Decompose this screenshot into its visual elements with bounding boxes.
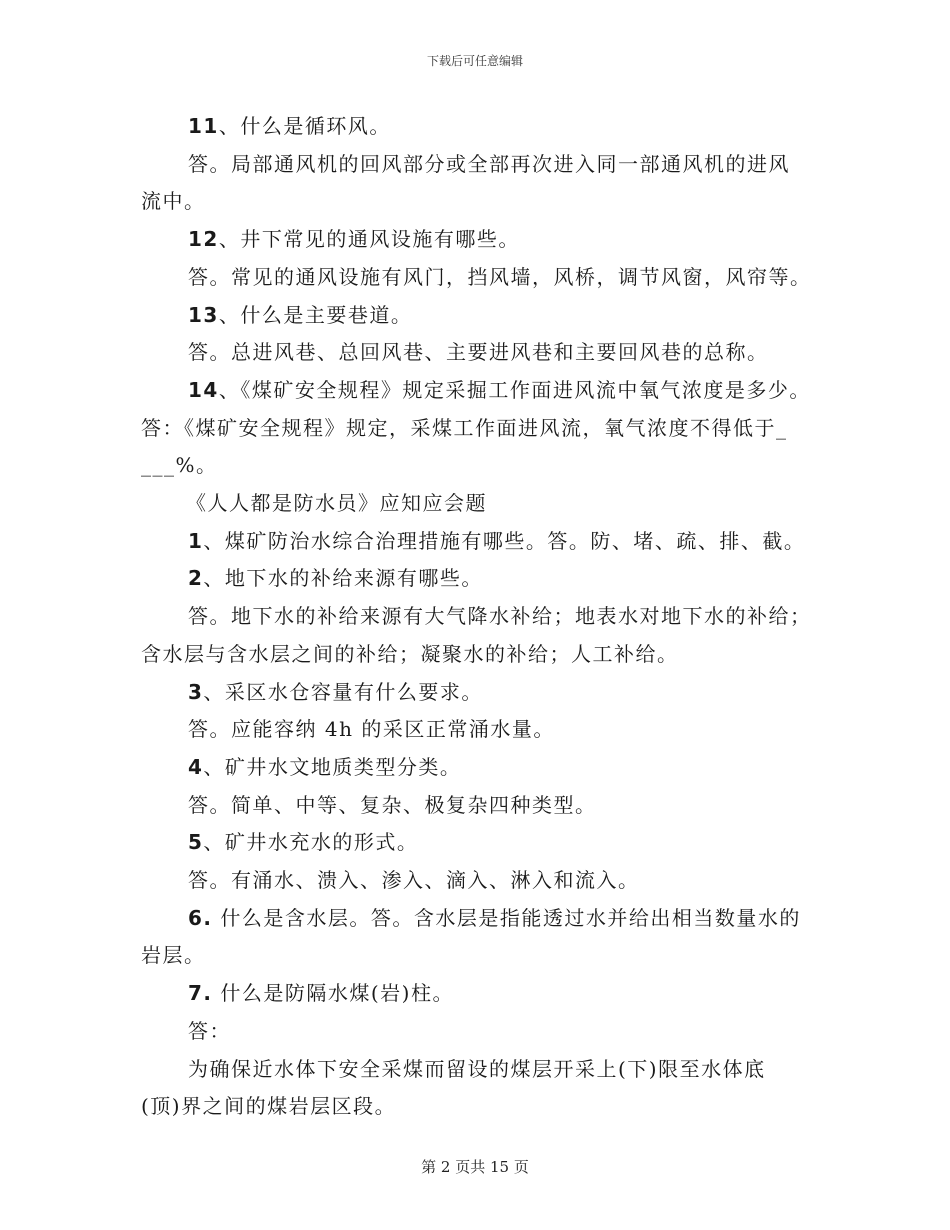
text-line bbox=[141, 787, 821, 825]
line-text: 为确保近水体下安全采煤而留设的煤层开采上(下)限至水体底 bbox=[188, 1056, 766, 1081]
line-text: 答。常见的通风设施有风门，挡风墙，风桥，调节风窗，风帘等。 bbox=[188, 264, 812, 289]
question-number: 3 bbox=[188, 679, 204, 704]
text-line bbox=[141, 711, 821, 749]
line-text: 、矿井水文地质类型分类。 bbox=[203, 754, 462, 779]
question-number: 1 bbox=[188, 528, 204, 553]
question-number: 11 bbox=[188, 114, 219, 138]
section-title bbox=[141, 485, 821, 523]
text-line bbox=[141, 221, 821, 259]
page-footer: 第 2 页共 15 页 bbox=[421, 1158, 529, 1176]
line-text: 答。简单、中等、复杂、极复杂四种类型。 bbox=[188, 792, 597, 817]
question-number: 2 bbox=[188, 566, 204, 591]
document-body bbox=[141, 108, 821, 1126]
text-line bbox=[141, 598, 821, 636]
line-text: 、矿井水充水的形式。 bbox=[203, 830, 419, 855]
line-text: 、煤矿防治水综合治理措施有哪些。答。防、堵、疏、排、截。 bbox=[203, 528, 806, 553]
text-line bbox=[141, 447, 821, 485]
text-line bbox=[141, 937, 821, 975]
text-line bbox=[141, 183, 821, 221]
text-line bbox=[141, 259, 821, 297]
question-number: 14 bbox=[188, 377, 219, 402]
text-line bbox=[141, 636, 821, 674]
line-text: 什么是含水层。答。含水层是指能透过水并给出相当数量水的 bbox=[212, 905, 801, 930]
text-line bbox=[141, 1088, 821, 1126]
text-line bbox=[141, 297, 821, 335]
text-line bbox=[141, 749, 821, 787]
question-number: 5 bbox=[188, 830, 204, 855]
line-text: 答。有涌水、溃入、渗入、滴入、淋入和流入。 bbox=[188, 868, 640, 893]
page-header: 下载后可任意编辑 bbox=[426, 54, 523, 68]
line-text: 、采区水仓容量有什么要求。 bbox=[203, 679, 483, 704]
line-text: 什么是防隔水煤(岩)柱。 bbox=[212, 981, 454, 1006]
text-line bbox=[141, 410, 821, 448]
line-text: 答。地下水的补给来源有大气降水补给；地表水对地下水的补给； bbox=[188, 604, 812, 629]
line-text: 含水层与含水层之间的补给；凝聚水的补给；人工补给。 bbox=[141, 641, 679, 666]
question-number: 4 bbox=[188, 754, 204, 779]
line-text: 答。总进风巷、总回风巷、主要进风巷和主要回风巷的总称。 bbox=[188, 340, 769, 365]
line-text: 答： bbox=[188, 1018, 231, 1043]
text-line bbox=[141, 824, 821, 862]
line-text: ___%。 bbox=[141, 453, 218, 478]
line-text: 、什么是主要巷道。 bbox=[218, 302, 413, 327]
text-line bbox=[141, 523, 821, 561]
text-line bbox=[141, 900, 821, 938]
text-line bbox=[141, 1013, 821, 1051]
text-line bbox=[141, 1051, 821, 1089]
text-line bbox=[141, 108, 821, 146]
question-number: 6. bbox=[188, 905, 213, 930]
question-number: 7. bbox=[188, 981, 213, 1006]
line-text: 流中。 bbox=[141, 189, 206, 214]
question-number: 12 bbox=[188, 227, 219, 252]
text-line bbox=[141, 146, 821, 184]
line-text: (顶)界之间的煤岩层区段。 bbox=[141, 1094, 397, 1119]
text-line bbox=[141, 862, 821, 900]
line-text: 、地下水的补给来源有哪些。 bbox=[203, 566, 483, 591]
line-text: 答：《煤矿安全规程》规定，采煤工作面进风流，氧气浓度不得低于_ bbox=[141, 415, 788, 440]
line-text: 、井下常见的通风设施有哪些。 bbox=[218, 227, 520, 252]
line-text: 、《煤矿安全规程》规定采掘工作面进风流中氧气浓度是多少。 bbox=[218, 377, 811, 402]
question-number: 13 bbox=[188, 302, 219, 327]
text-line bbox=[141, 975, 821, 1013]
line-text: 、什么是循环风。 bbox=[218, 114, 391, 138]
line-text: 岩层。 bbox=[141, 943, 206, 968]
line-text: 答。局部通风机的回风部分或全部再次进入同一部通风机的进风 bbox=[188, 151, 790, 176]
text-line bbox=[141, 674, 821, 712]
text-line bbox=[141, 372, 821, 410]
text-line bbox=[141, 334, 821, 372]
line-text: 《人人都是防水员》应知应会题 bbox=[186, 491, 487, 516]
text-line bbox=[141, 560, 821, 598]
line-text: 答。应能容纳 4h 的采区正常涌水量。 bbox=[188, 717, 555, 742]
